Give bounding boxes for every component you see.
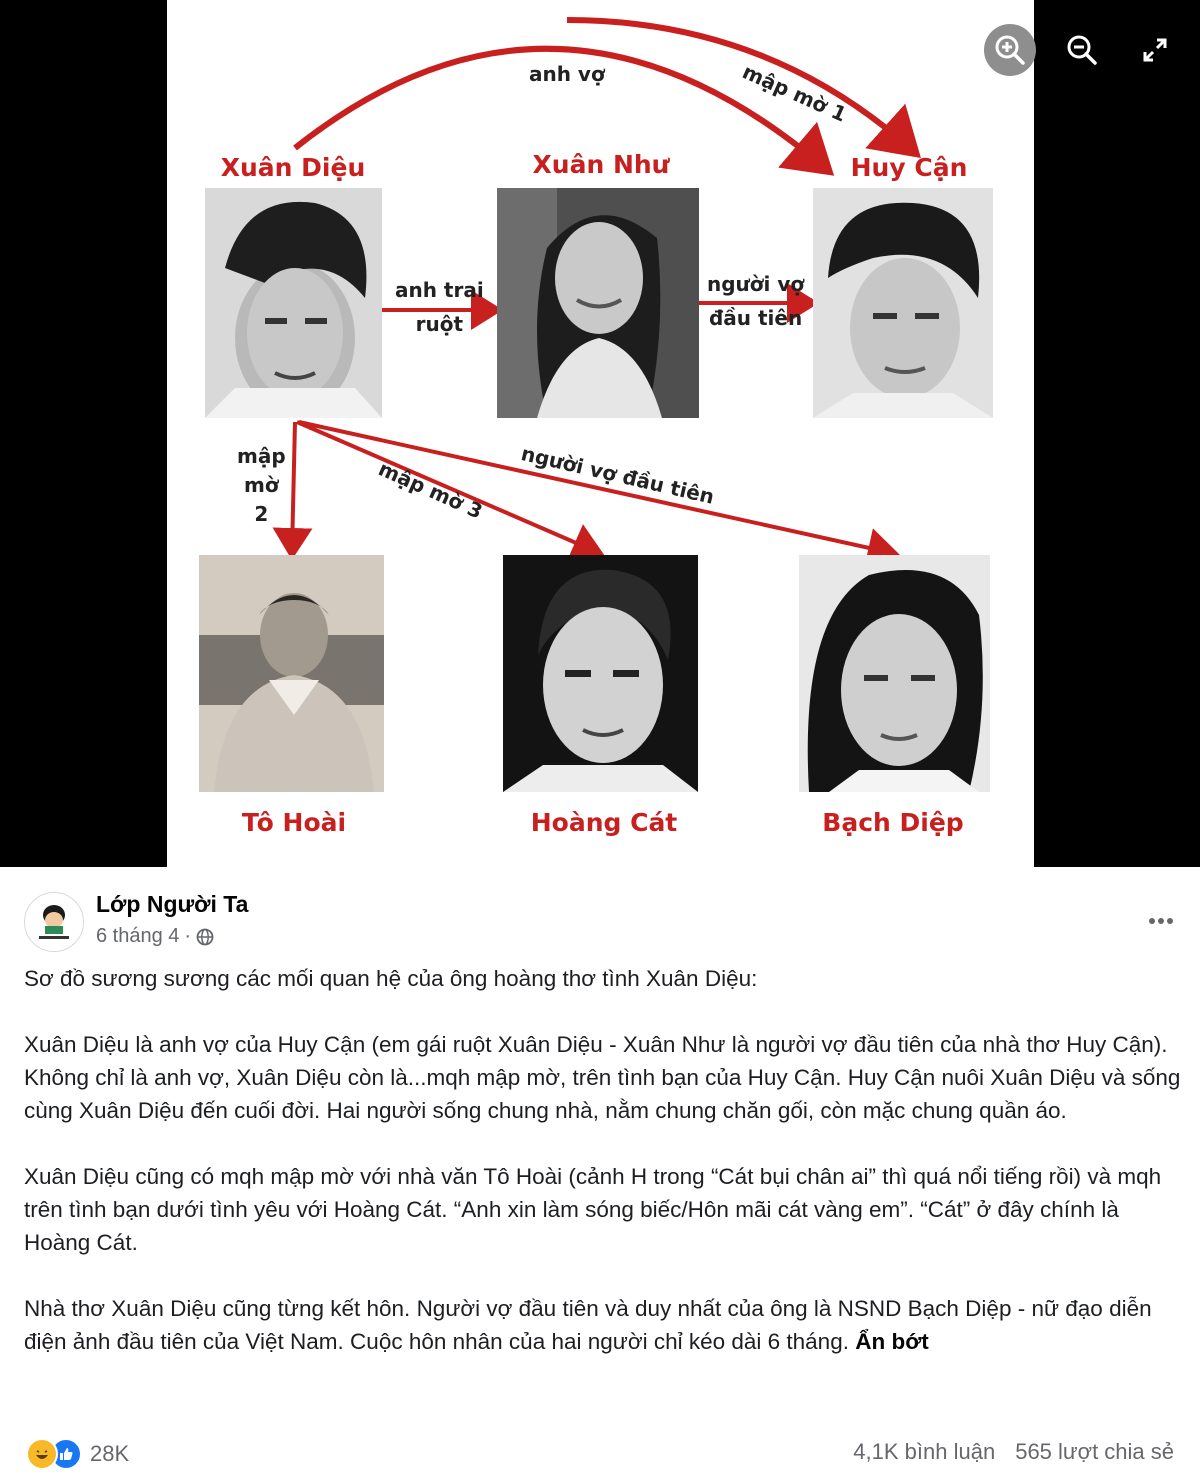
comments-count[interactable]: 4,1K bình luận: [853, 1439, 996, 1464]
relation-nguoi-vo: [707, 267, 804, 335]
photo-xuan-dieu: [205, 188, 382, 418]
relation-anh-vo: anh vợ: [529, 62, 605, 86]
post-paragraph-last: [24, 1292, 1184, 1358]
avatar[interactable]: [24, 892, 84, 952]
relation-map-mo-2-line3: 2: [254, 502, 269, 526]
zoom-in-icon: [993, 33, 1027, 67]
see-less-link[interactable]: Ẩn bớt: [855, 1329, 929, 1354]
post-body: [24, 962, 1184, 1391]
relation-map-mo-2: [237, 442, 286, 529]
engagement-counts: [853, 1439, 1174, 1465]
arrow-map-mo-2: [292, 422, 295, 552]
relation-nguoi-vo-dau-tien: người vợ đầu tiên: [518, 441, 717, 509]
fullscreen-button[interactable]: [1129, 24, 1181, 76]
page-logo-icon: [25, 893, 83, 951]
more-options-button[interactable]: [1148, 905, 1174, 931]
author-name[interactable]: Lớp Người Ta: [96, 891, 249, 917]
photo-xuan-nhu: [497, 188, 699, 418]
haha-icon: [26, 1438, 58, 1470]
relation-nguoi-vo-line2: đầu tiên: [708, 306, 803, 330]
label-xuan-nhu: Xuân Như: [532, 150, 670, 179]
relation-map-mo-3: mập mờ 3: [374, 456, 487, 524]
reaction-count: 28K: [90, 1441, 130, 1466]
post-paragraph-text: Nhà thơ Xuân Diệu cũng từng kết hôn. Người vợ đầu tiên và duy nhất của ông là NSND Bạch Diệp - nữ đạo diễn điện ảnh đầu tiên của Việt Nam. Cuộc hôn nhân của hai người chỉ kéo dài 6 tháng.: [24, 1296, 1152, 1354]
meta-separator: ·: [184, 925, 192, 947]
relation-map-mo-2-line2: mờ: [244, 473, 279, 497]
label-hoang-cat: Hoàng Cát: [530, 808, 678, 837]
relationship-diagram-image[interactable]: [167, 0, 1034, 867]
post-meta: [96, 925, 214, 948]
relation-anh-trai-line1: anh trai: [395, 278, 484, 302]
more-icon: [1148, 917, 1174, 925]
label-to-hoai: Tô Hoài: [241, 808, 347, 837]
relation-map-mo-1: mập mờ 1: [738, 59, 851, 127]
label-huy-can: Huy Cận: [850, 153, 968, 182]
photo-huy-can: [813, 188, 993, 418]
post-date[interactable]: 6 tháng 4: [96, 925, 180, 947]
photo-bach-diep: [799, 555, 990, 792]
photo-hoang-cat: [503, 555, 698, 792]
zoom-out-icon: [1065, 33, 1099, 67]
globe-icon: [196, 928, 214, 946]
relation-map-mo-2-line1: mập: [237, 444, 286, 468]
relation-anh-trai: [395, 273, 484, 341]
reactions-summary[interactable]: [26, 1438, 129, 1470]
zoom-out-button[interactable]: [1056, 24, 1108, 76]
post-paragraph: Xuân Diệu là anh vợ của Huy Cận (em gái ruột Xuân Diệu - Xuân Như là người vợ đầu tiên của nhà thơ Huy Cận). Không chỉ là anh vợ, Xuân Diệu còn là...mqh mập mờ, trên tình bạn của Huy Cận. Huy Cận nuôi Xuân Diệu và sống cùng Xuân Diệu đến cuối đời. Hai người sống chung nhà, nằm chung chăn gối, còn mặc chung quần áo.: [24, 1032, 1181, 1123]
zoom-in-button[interactable]: [984, 24, 1036, 76]
expand-icon: [1140, 35, 1170, 65]
shares-count[interactable]: 565 lượt chia sẻ: [1015, 1439, 1174, 1464]
relation-nguoi-vo-line1: người vợ: [707, 272, 805, 296]
post-paragraph: Xuân Diệu cũng có mqh mập mờ với nhà văn Tô Hoài (cảnh H trong “Cát bụi chân ai” thì quá nổi tiếng rồi) và mqh trên tình bạn dưới tình yêu với Hoàng Cát. “Anh xin làm sóng biếc/Hôn mãi cát vàng em”. “Cát” ở đây chính là Hoàng Cát.: [24, 1164, 1162, 1255]
post-stats: [0, 1435, 1200, 1475]
label-xuan-dieu: Xuân Diệu: [220, 153, 366, 182]
post-paragraph: Sơ đồ sương sương các mối quan hệ của ông hoàng thơ tình Xuân Diệu:: [24, 966, 758, 991]
label-bach-diep: Bạch Diệp: [822, 808, 964, 837]
photo-to-hoai: [199, 555, 384, 792]
relation-anh-trai-line2: ruột: [415, 312, 464, 336]
